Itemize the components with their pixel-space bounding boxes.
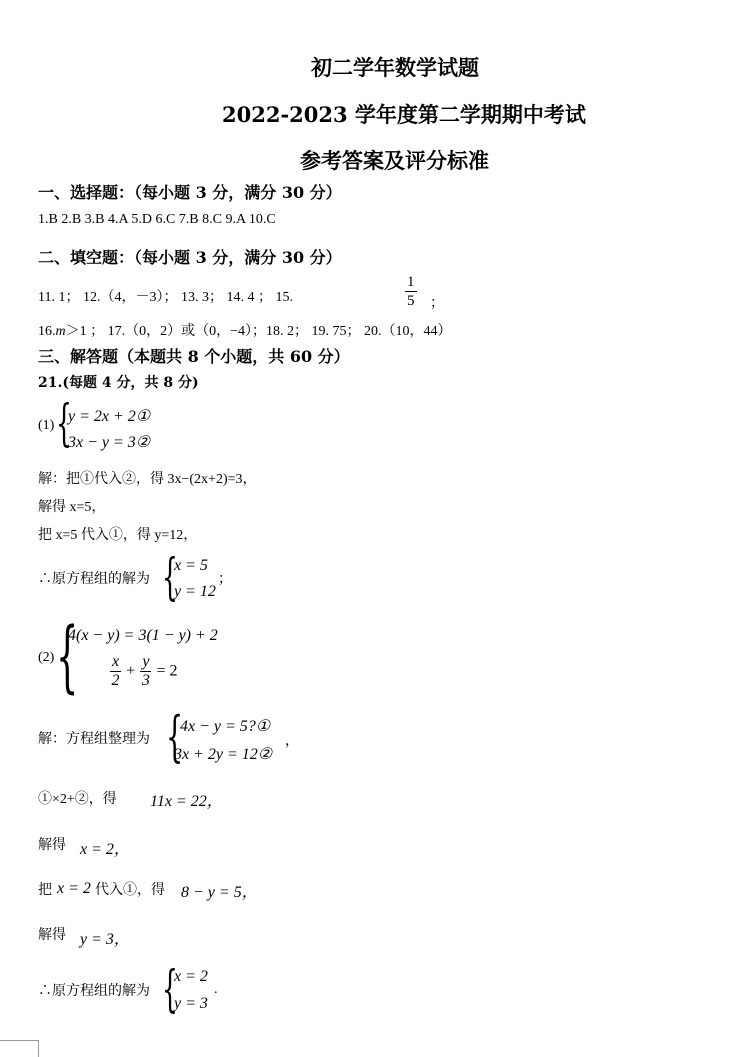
q2-step2: ①×2+②，得 xyxy=(38,792,117,807)
q2-sys1: 4x − y = 5?① xyxy=(180,718,271,735)
q21-heading: 21.(每题 4 分，共 8 分) xyxy=(38,375,199,391)
q2-system-brace: { xyxy=(166,705,184,768)
q2-frac-x-den: 2 xyxy=(111,672,120,689)
q2-step3: 解得 xyxy=(38,838,66,853)
choice-answers: 1.B 2.B 3.B 4.A 5.D 6.C 7.B 8.C 9.A 10.C xyxy=(38,212,276,227)
title-line-3: 参考答案及评分标准 xyxy=(300,148,489,173)
q2-frac-x-num: x xyxy=(112,653,120,670)
q2-frac-y-den: 3 xyxy=(141,672,150,689)
q1-eq1: y = 2x + 2① xyxy=(68,408,151,425)
solve-heading: 三、解答题（本题共 8 个小题，共 60 分） xyxy=(38,347,350,366)
q2-frac-y-num: y xyxy=(142,653,150,670)
q2-step2-eq: 11x = 22， xyxy=(150,793,223,810)
fill-line-2-rest: ＞1 ； 17.（0，2）或（0，−4）；18. 2； 19. 75； 20.（10，44） xyxy=(65,324,452,339)
q2-step1-end: ， xyxy=(285,734,299,749)
q2-step3-eq: x = 2， xyxy=(80,841,130,858)
fill-line-1-end: ； xyxy=(430,296,444,311)
q1-solution-brace: { xyxy=(162,548,178,606)
q1-eq2: 3x − y = 3② xyxy=(68,434,151,451)
fraction-denominator: 5 xyxy=(407,293,415,309)
q2-step4-a: 把 xyxy=(38,883,52,898)
page-corner-mark xyxy=(0,1040,39,1057)
q2-eq2-rhs: = 2 xyxy=(156,662,178,680)
fill-heading: 二、填空题：（每小题 3 分，满分 30 分） xyxy=(38,248,342,267)
q2-sol2: y = 3 xyxy=(174,995,208,1012)
q2-step4-b: 代入①，得 xyxy=(95,883,165,898)
q2-eq2-plus: + xyxy=(126,662,136,680)
q1-step3: 把 x=5 代入①，得 y=12， xyxy=(38,528,198,543)
q1-step2: 解得 x=5， xyxy=(38,500,106,515)
q1-conclusion: ∴原方程组的解为 xyxy=(38,572,150,587)
q2-eq2 xyxy=(110,653,178,690)
q1-conclusion-end: ； xyxy=(218,572,232,587)
q2-frac-y xyxy=(140,653,151,690)
q1-sol1: x = 5 xyxy=(174,557,208,574)
title-line-1: 初二学年数学试题 xyxy=(311,55,479,80)
fill-line-2-var: m xyxy=(55,324,66,339)
title-line-2: 2022-2023 学年度第二学期期中考试 xyxy=(222,102,586,127)
q2-step4-x: x = 2 xyxy=(57,880,91,897)
q2-solution-brace: { xyxy=(162,960,178,1018)
q1-sol2: y = 12 xyxy=(174,583,216,600)
q2-sys2: 3x + 2y = 12② xyxy=(174,746,273,763)
q2-brace: { xyxy=(56,612,79,702)
q2-conclusion: ∴原方程组的解为 xyxy=(38,984,150,999)
q2-frac-x xyxy=(110,653,121,690)
q2-conclusion-end: . xyxy=(214,982,218,997)
q1-brace: { xyxy=(56,394,72,452)
q2-sol1: x = 2 xyxy=(174,968,208,985)
q2-step4-eq: 8 − y = 5， xyxy=(181,884,258,901)
q1-label: (1) xyxy=(38,418,55,433)
q2-step1: 解：方程组整理为 xyxy=(38,732,150,747)
q2-label: (2) xyxy=(38,650,55,665)
fill-fraction xyxy=(405,273,417,310)
q2-step5-eq: y = 3， xyxy=(80,931,130,948)
choice-heading: 一、选择题：（每小题 3 分，满分 30 分） xyxy=(38,183,342,202)
fill-line-2-prefix: 16. xyxy=(38,324,56,339)
fill-line-1: 11. 1； 12.（4，－3）； 13. 3； 14. 4 ； 15. xyxy=(38,290,293,305)
fill-line-2 xyxy=(38,320,452,340)
q2-eq1: 4(x − y) = 3(1 − y) + 2 xyxy=(68,627,218,644)
q1-step1: 解：把①代入②，得 3x−(2x+2)=3， xyxy=(38,472,257,487)
q2-step5: 解得 xyxy=(38,928,66,943)
fraction-numerator: 1 xyxy=(407,274,415,290)
